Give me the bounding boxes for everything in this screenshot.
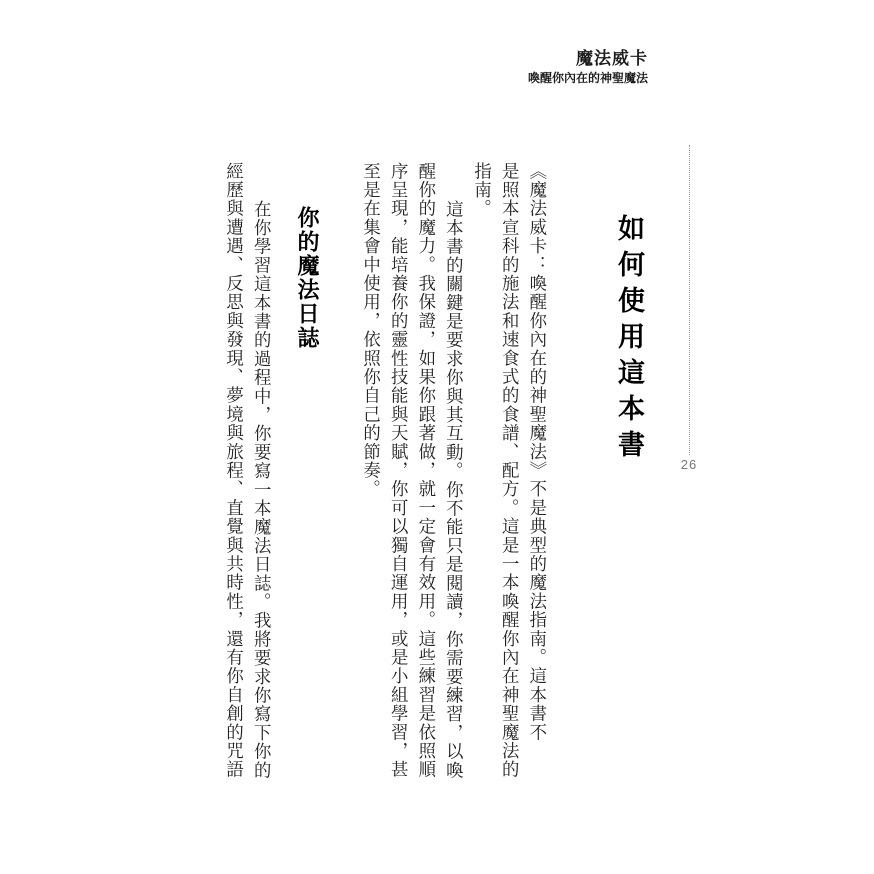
paragraph-2 <box>355 162 465 780</box>
book-title: 魔法威卡 <box>576 49 648 69</box>
section-title: 你的魔法日誌 <box>294 206 320 350</box>
page-number: 26 <box>680 457 698 472</box>
paragraph-1-line-3: 指南。 <box>470 162 491 219</box>
chapter-title: 如何使用這本書 <box>613 214 644 466</box>
paragraph-2-line-2: 醒你的魔力。我保證，如果你跟著做，就一定會有效用。這些練習是依照順 <box>414 162 435 780</box>
paragraph-1-line-1: 《魔法威卡：喚醒你內在的神聖魔法》不是典型的魔法指南。這本書不 <box>525 162 546 742</box>
margin-dotted-rule <box>689 145 690 455</box>
paragraph-2-line-1: 這本書的關鍵是要求你與其互動。你不能只是閱讀，你需要練習，以喚 <box>442 200 463 780</box>
book-subtitle: 喚醒你內在的神聖魔法 <box>527 70 648 85</box>
paragraph-2-line-4: 至是在集會中使用，依照你自己的節奏。 <box>359 162 380 499</box>
section-paragraph-line-2: 經歷與遭遇、反思與發現、夢境與旅程、直覺與共時性，還有你自創的咒語 <box>222 162 243 780</box>
section-paragraph-line-1: 在你學習這本書的過程中，你要寫一本魔法日誌。我將要求你寫下你的 <box>250 200 271 780</box>
paragraph-1-line-2: 是照本宣科的施法和速食式的食譜、配方。這是一本喚醒你內在神聖魔法的 <box>498 162 519 780</box>
section-paragraph <box>218 162 273 780</box>
paragraph-2-line-3: 序呈現，能培養你的靈性技能與天賦，你可以獨自運用，或是小組學習，甚 <box>387 162 408 780</box>
paragraph-1 <box>466 162 549 779</box>
running-head <box>528 50 648 85</box>
